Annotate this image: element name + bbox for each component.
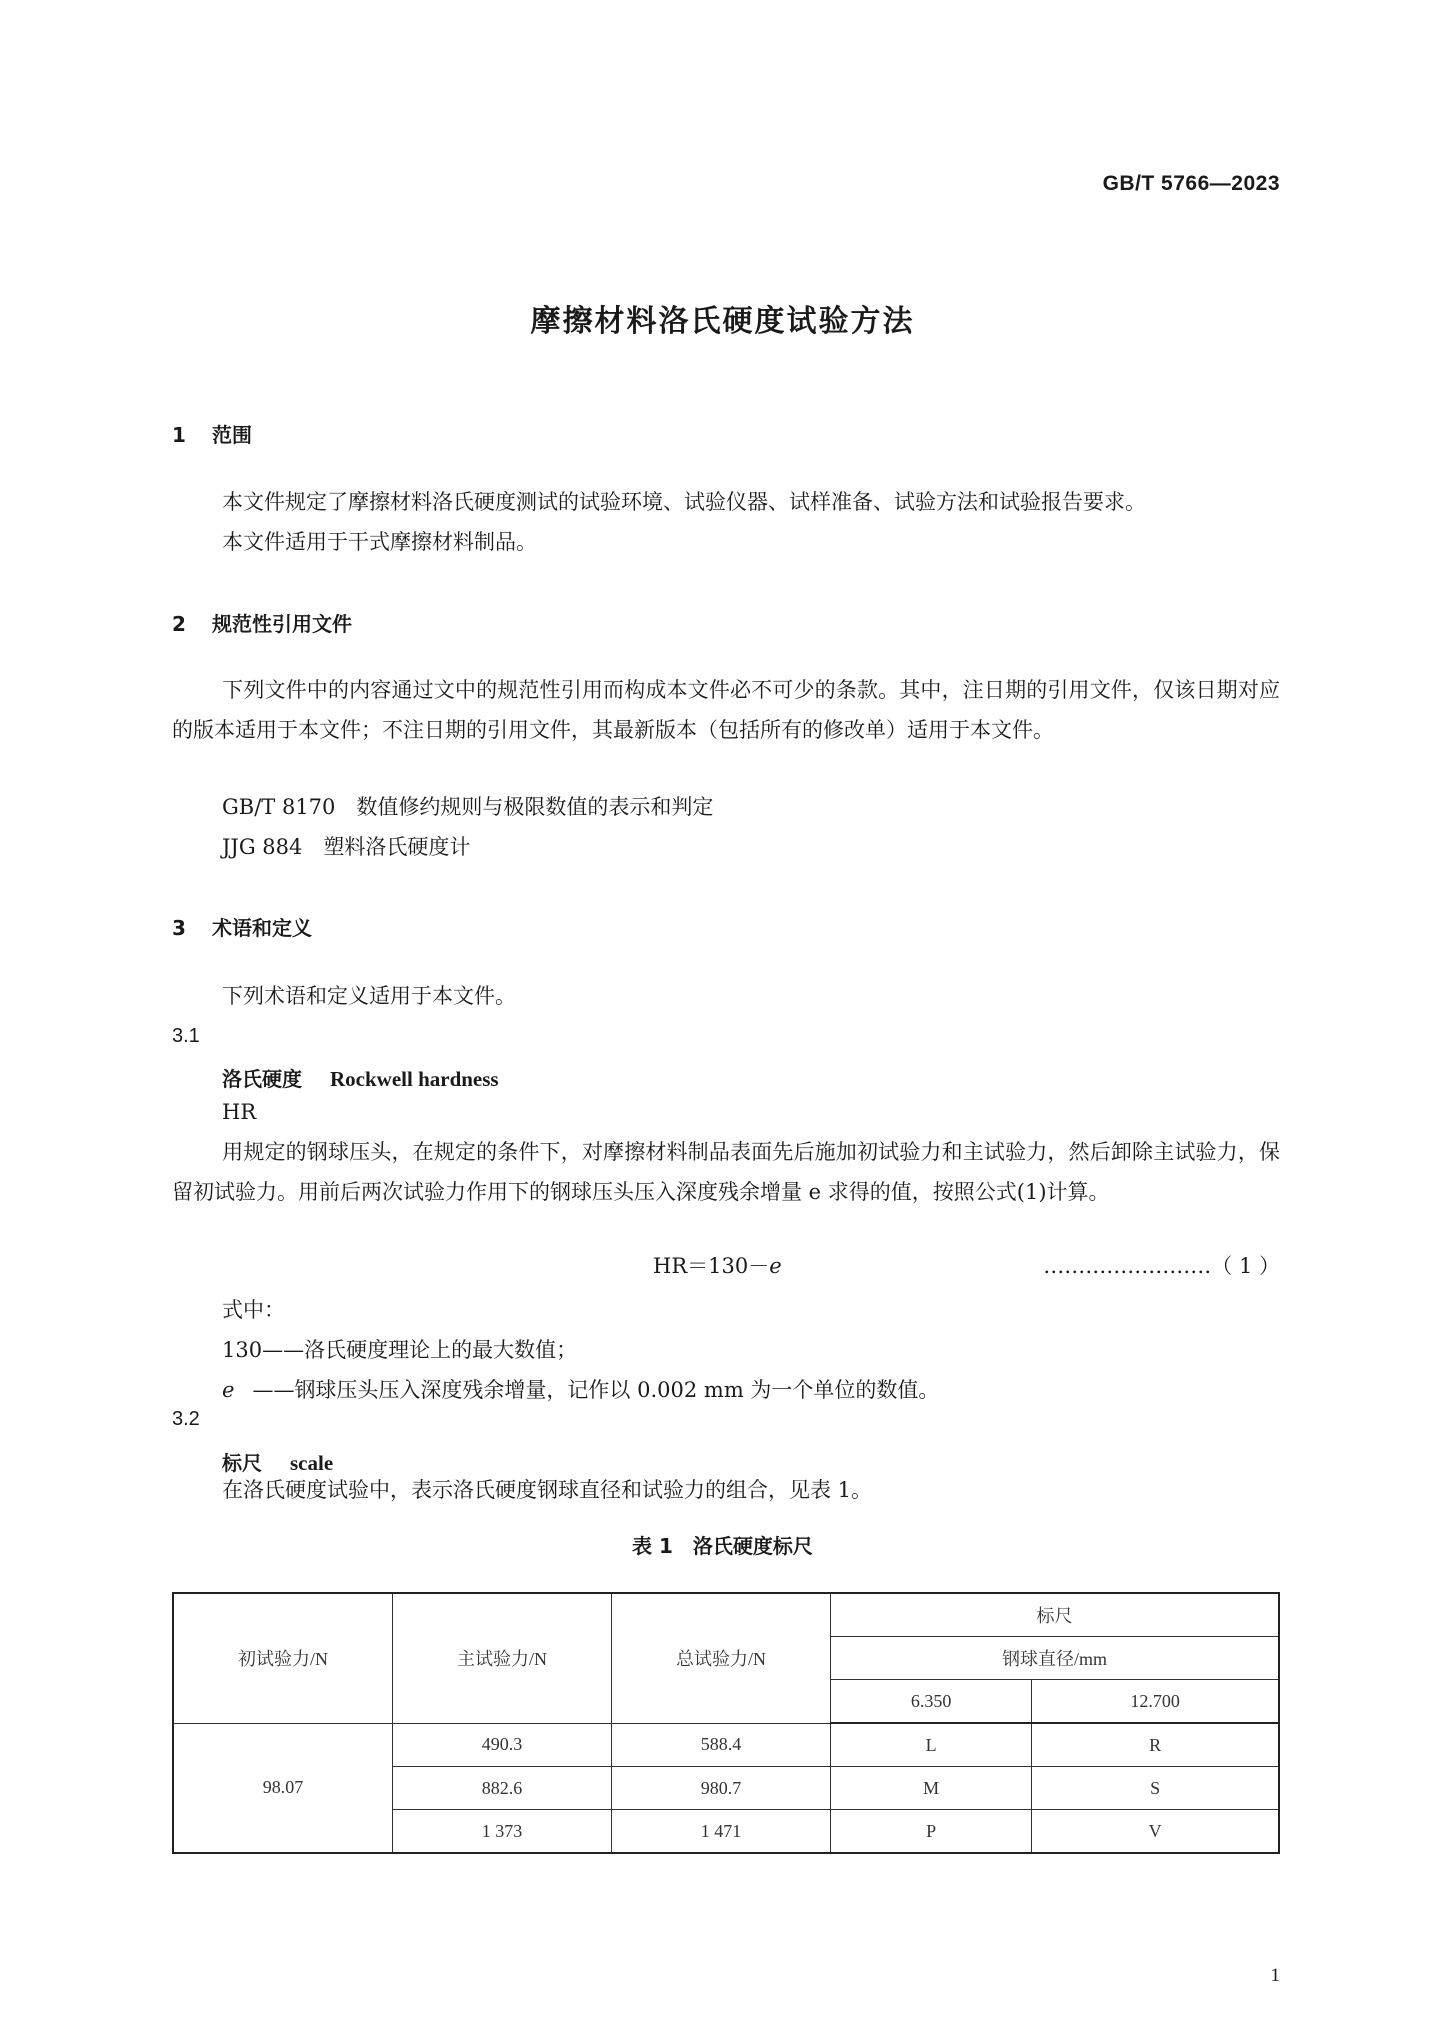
header-total-force: 总试验力/N	[612, 1593, 831, 1723]
header-ball-diameter: 钢球直径/mm	[831, 1637, 1280, 1680]
total-force-cell: 1 471	[612, 1810, 831, 1854]
variable-def-1: 130——洛氏硬度理论上的最大数值；	[222, 1338, 578, 1362]
where-label: 式中：	[222, 1298, 285, 1322]
header-initial-force: 初试验力/N	[173, 1593, 393, 1723]
normative-ref-2: JJG 884 塑料洛氏硬度计	[222, 835, 471, 859]
table-row	[173, 1723, 1279, 1767]
table-1-caption: 表 1 洛氏硬度标尺	[632, 1534, 813, 1558]
header-scale: 标尺	[831, 1593, 1280, 1637]
term-3-1	[222, 1063, 499, 1092]
header-diameter-1: 6.350	[831, 1680, 1032, 1724]
section-title: 规范性引用文件	[212, 612, 352, 636]
rockwell-scale-table	[172, 1592, 1280, 1854]
normative-ref-1: GB/T 8170 数值修约规则与极限数值的表示和判定	[222, 795, 714, 819]
main-force-cell: 882.6	[393, 1767, 612, 1810]
header-diameter-2: 12.700	[1032, 1680, 1279, 1724]
section-number: 2	[172, 612, 186, 636]
section-number: 3	[172, 916, 186, 940]
main-force-cell: 490.3	[393, 1723, 612, 1767]
section-3-intro: 下列术语和定义适用于本文件。	[222, 984, 516, 1008]
scale-cell: L	[831, 1723, 1032, 1767]
term-cn: 标尺	[222, 1451, 262, 1475]
para-text: 本文件规定了摩擦材料洛氏硬度测试的试验环境、试验仪器、试样准备、试验方法和试验报告要求。	[222, 490, 1146, 514]
formula-number: ……………………（ 1 ）	[1043, 1254, 1280, 1278]
variable-def-2	[222, 1370, 939, 1410]
section-2-heading	[172, 608, 352, 637]
term-symbol: HR	[222, 1100, 257, 1124]
term-3-2-definition: 在洛氏硬度试验中，表示洛氏硬度钢球直径和试验力的组合，见表 1。	[222, 1478, 873, 1502]
term-3-1-number: 3.1	[172, 1025, 200, 1047]
scale-cell: R	[1032, 1723, 1279, 1767]
formula-variable: e	[769, 1254, 782, 1278]
initial-force-cell: 98.07	[173, 1723, 393, 1853]
variable-text: ——钢球压头压入深度残余增量，记作以 0.002 mm 为一个单位的数值。	[252, 1378, 940, 1402]
document-title: 摩擦材料洛氏硬度试验方法	[530, 304, 915, 339]
scale-cell: P	[831, 1810, 1032, 1854]
scale-cell: M	[831, 1767, 1032, 1810]
para-text: 用规定的钢球压头，在规定的条件下，对摩擦材料制品表面先后施加初试验力和主试验力，然后卸除主试验力，保留初试验力。用前后两次试验力作用下的钢球压头压入深度残余增量 e 求得的值，按照公式(1)计算。	[172, 1140, 1280, 1204]
para-text: 下列文件中的内容通过文中的规范性引用而构成本文件必不可少的条款。其中，注日期的引用文件，仅该日期对应的版本适用于本文件；不注日期的引用文件，其最新版本（包括所有的修改单）适用于本文件。	[172, 678, 1280, 742]
section-1-heading	[172, 419, 252, 448]
scale-cell: S	[1032, 1767, 1279, 1810]
variable-symbol: e	[222, 1378, 235, 1402]
para-text: 本文件适用于干式摩擦材料制品。	[222, 530, 537, 554]
section-3-heading	[172, 912, 312, 941]
term-3-2-number: 3.2	[172, 1408, 200, 1430]
term-en: scale	[290, 1451, 334, 1475]
formula-1	[653, 1250, 782, 1280]
section-title: 范围	[212, 423, 252, 447]
header-main-force: 主试验力/N	[393, 1593, 612, 1723]
formula-body: HR＝130－	[653, 1254, 770, 1278]
total-force-cell: 980.7	[612, 1767, 831, 1810]
section-1-para-2	[172, 522, 1280, 562]
standard-code: GB/T 5766—2023	[1102, 172, 1280, 195]
page-number: 1	[1270, 1965, 1280, 1986]
section-number: 1	[172, 423, 186, 447]
section-1-para-1	[172, 482, 1280, 522]
section-title: 术语和定义	[212, 916, 312, 940]
term-en: Rockwell hardness	[330, 1067, 499, 1091]
total-force-cell: 588.4	[612, 1723, 831, 1767]
section-2-para-1	[172, 670, 1280, 750]
term-cn: 洛氏硬度	[222, 1067, 302, 1091]
main-force-cell: 1 373	[393, 1810, 612, 1854]
term-3-1-definition	[172, 1132, 1280, 1212]
scale-cell: V	[1032, 1810, 1279, 1854]
